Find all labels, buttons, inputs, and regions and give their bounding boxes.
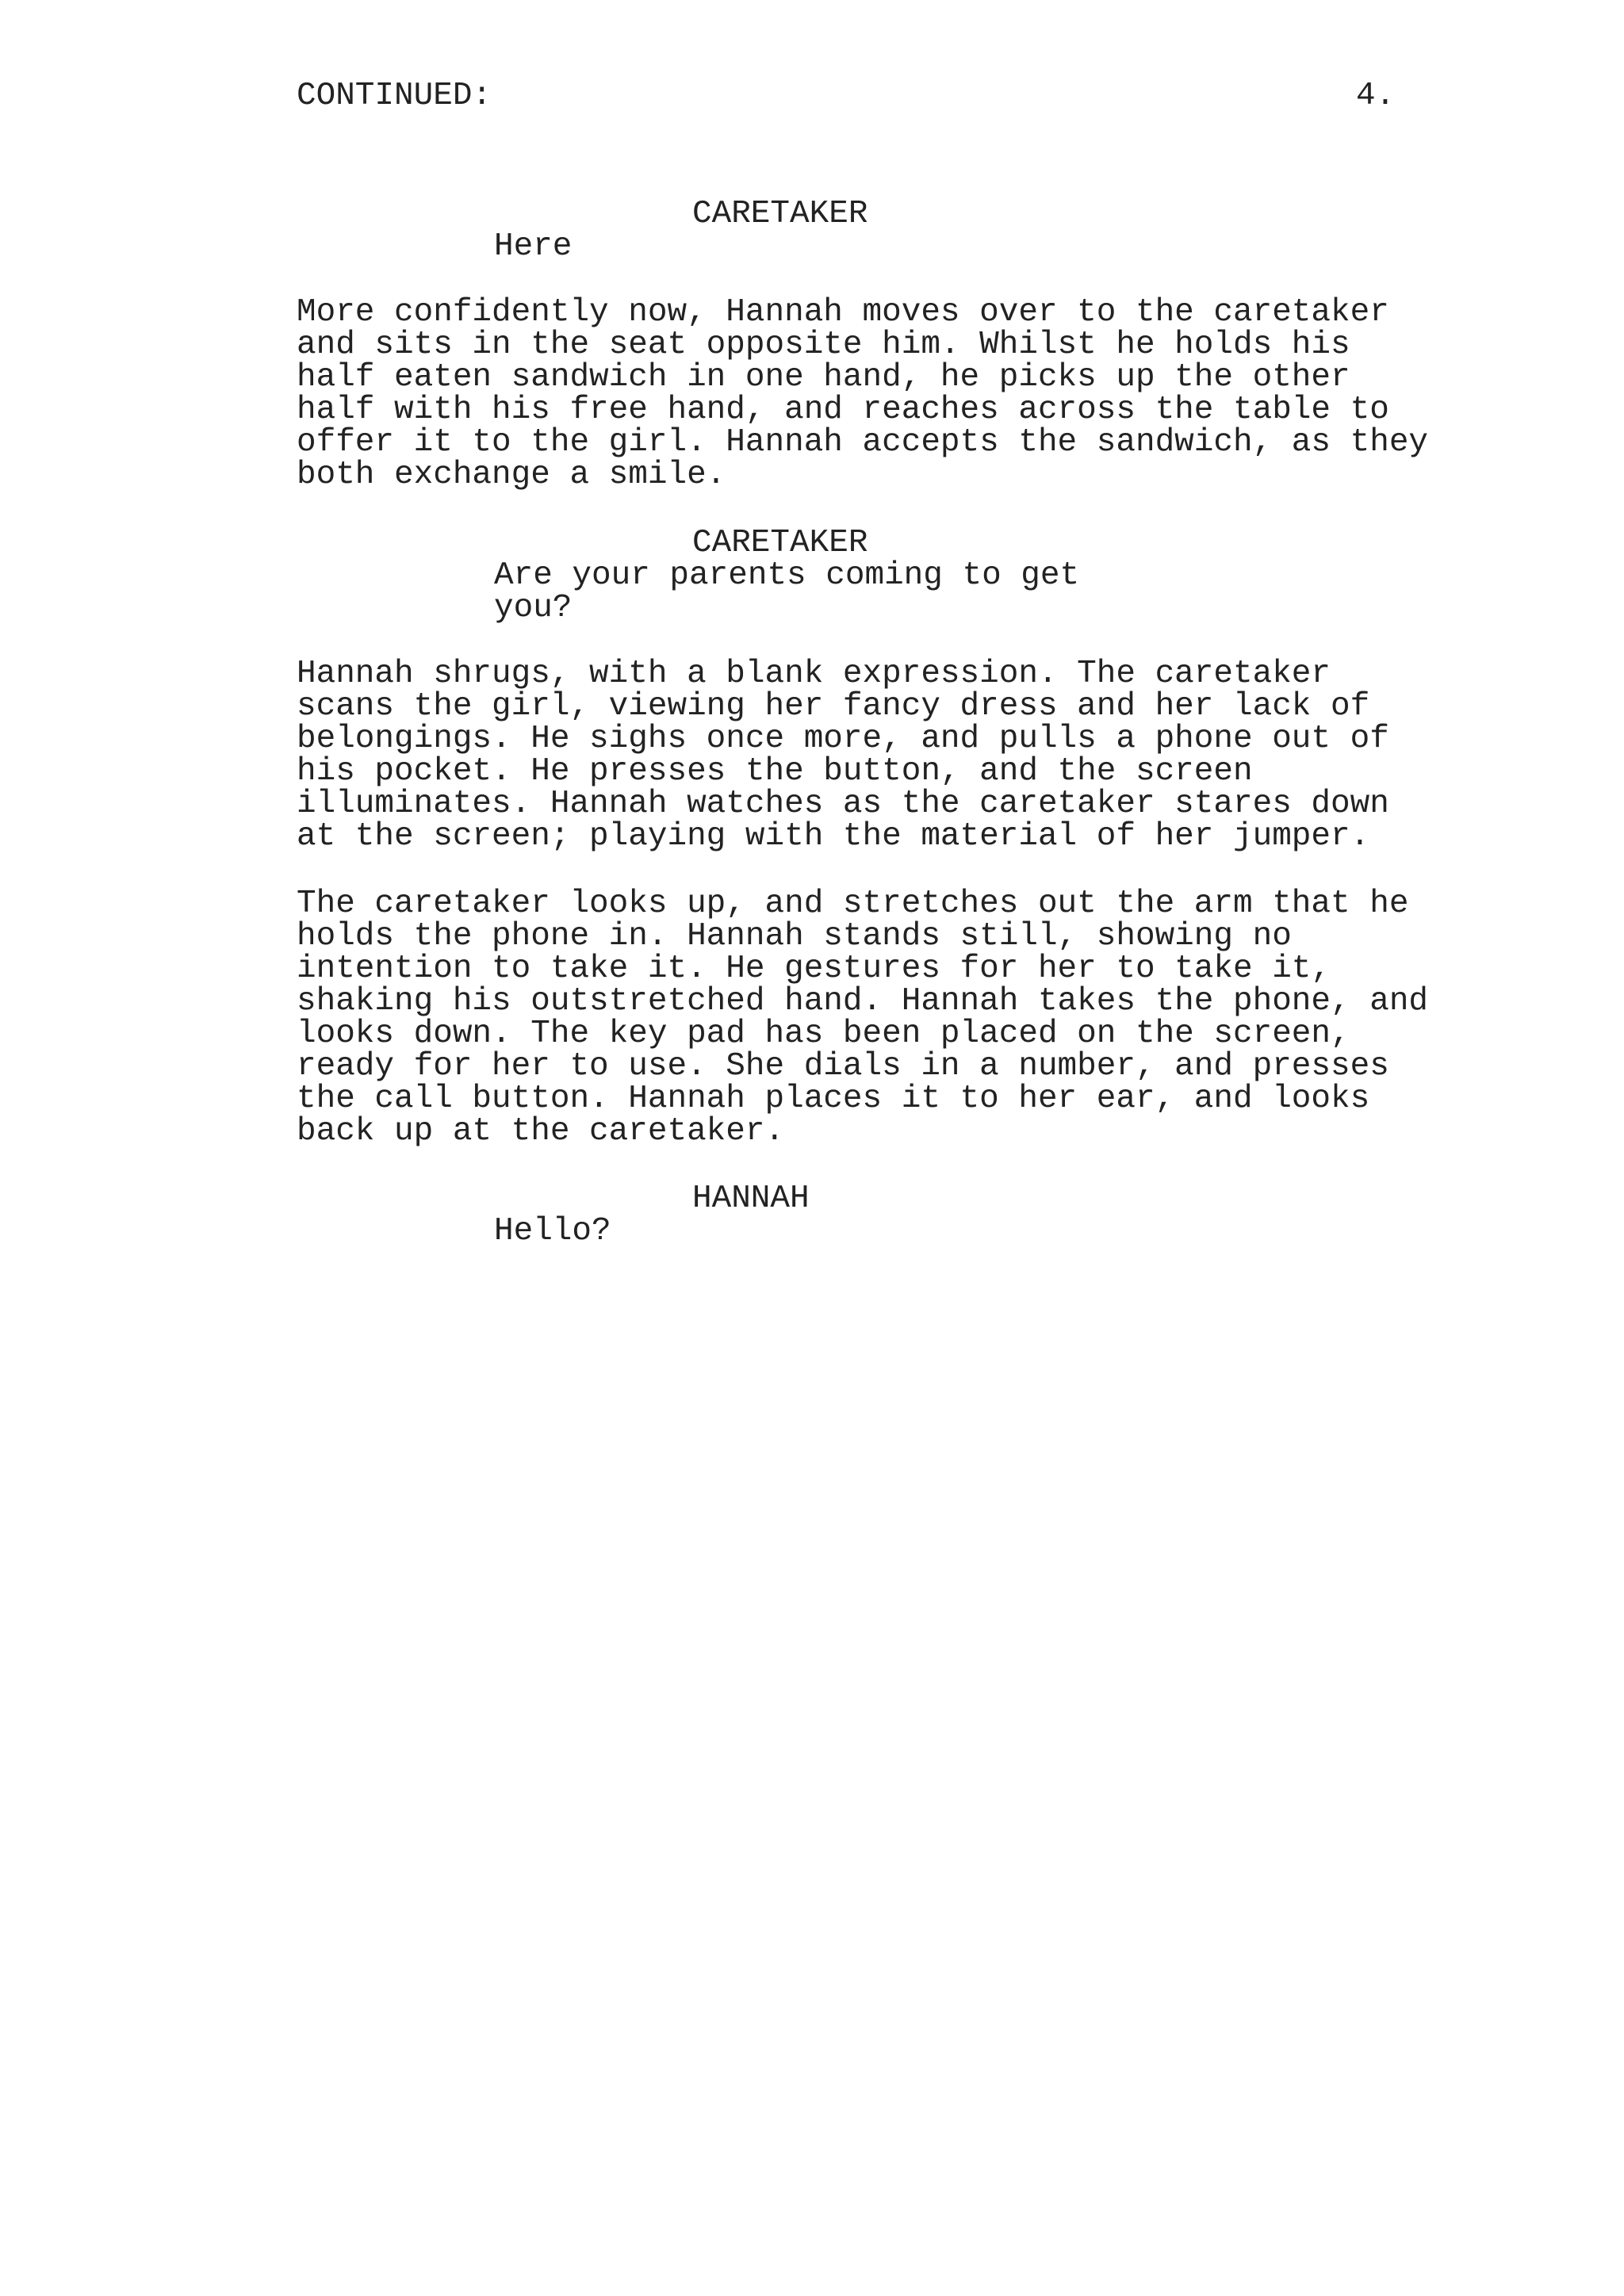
character-name: CARETAKER <box>692 196 868 232</box>
action-paragraph: Hannah shrugs, with a blank expression. The caretaker scans the girl, viewing her fancy dress and her lack of belongings. He sighs once more, and pulls a phone out of his pocket. He presses the button, and the screen illuminates. Hannah watches as the caretaker stares down at the screen; playing with the material of her jumper. <box>297 656 1389 855</box>
action-paragraph: More confidently now, Hannah moves over to the caretaker and sits in the seat opposite him. Whilst he holds his half eaten sandwich in one hand, he picks up the other half with his free hand, and reaches across the table to offer it to the girl. Hannah accepts the sandwich, as they both exchange a smile. <box>297 294 1429 493</box>
character-name: CARETAKER <box>692 525 868 561</box>
dialogue: Hello? <box>494 1213 611 1249</box>
continued-header: CONTINUED: <box>297 78 492 114</box>
dialogue: Here <box>494 228 573 265</box>
dialogue: Are your parents coming to get you? <box>494 557 1080 626</box>
action-paragraph: The caretaker looks up, and stretches out the arm that he holds the phone in. Hannah stands still, showing no intention to take it. He gestures for her to take it, shaking his outstretched hand. Hannah takes the phone, and looks down. The key pad has been placed on the screen, ready for her to use. She dials in a number, and presses the call button. Hannah places it to her ear, and looks back up at the caretaker. <box>297 886 1429 1150</box>
page-number: 4. <box>1356 78 1396 114</box>
character-name: HANNAH <box>692 1181 810 1217</box>
